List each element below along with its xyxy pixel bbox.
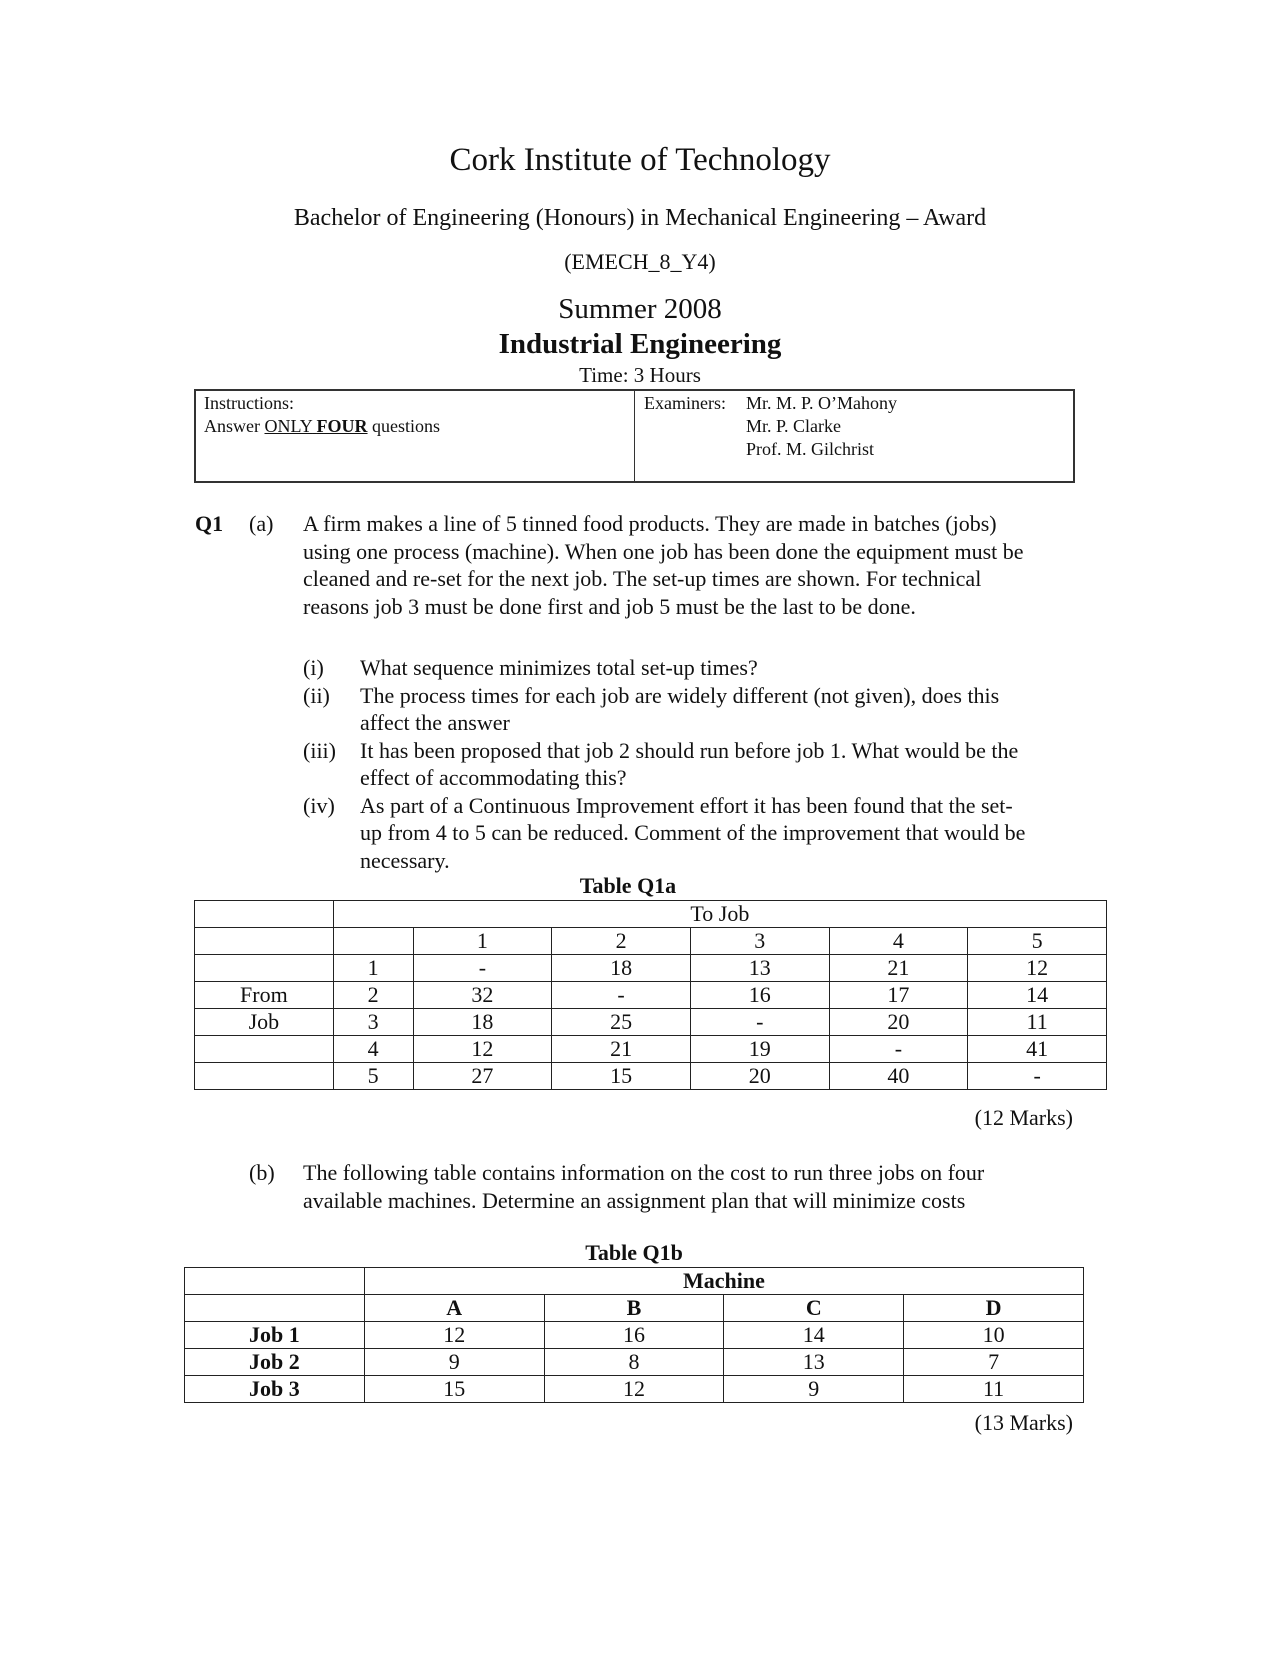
table-cell: 3 (333, 1009, 413, 1036)
course-code: (EMECH_8_Y4) (564, 249, 716, 274)
row-label (195, 955, 334, 982)
institution: Cork Institute of Technology (449, 142, 831, 178)
part-a-marks: (12 Marks) (974, 1105, 1073, 1130)
table-cell: 11 (904, 1376, 1084, 1403)
table-row (195, 1009, 1107, 1036)
table-cell: 16 (690, 982, 829, 1009)
table-cell: 4 (333, 1036, 413, 1063)
subject: Industrial Engineering (498, 328, 782, 360)
part-b-text: The following table contains information on the cost to run three jobs on four available machines. Determine an assignment plan that will minimize costs (303, 1160, 985, 1213)
table-cell: 15 (552, 1063, 691, 1090)
examiners-label: Examiners: (644, 393, 726, 413)
part-a-label: (a) (249, 511, 274, 536)
table-cell: - (968, 1063, 1107, 1090)
table-cell: - (690, 1009, 829, 1036)
table-cell: Job 2 (185, 1349, 365, 1376)
table-cell: 19 (690, 1036, 829, 1063)
row-label (195, 1036, 334, 1063)
table-cell: 16 (544, 1322, 724, 1349)
instructions-label: Instructions: (204, 393, 294, 413)
part-b-marks: (13 Marks) (974, 1410, 1073, 1435)
table-cell: 21 (552, 1036, 691, 1063)
table-cell: 10 (904, 1322, 1084, 1349)
table-cell: 14 (968, 982, 1107, 1009)
table-cell: 12 (968, 955, 1107, 982)
table-cell: 14 (724, 1322, 904, 1349)
table-cell: 15 (364, 1376, 544, 1403)
table-cell: 9 (364, 1349, 544, 1376)
table-cell: 7 (904, 1349, 1084, 1376)
examiner: Mr. P. Clarke (746, 416, 842, 436)
table-row (185, 1349, 1084, 1376)
table-row (195, 982, 1107, 1009)
table-cell: 11 (968, 1009, 1107, 1036)
table-cell: 12 (364, 1322, 544, 1349)
table-cell: 20 (829, 1009, 968, 1036)
table-cell: 12 (544, 1376, 724, 1403)
part-b-label: (b) (249, 1160, 275, 1185)
examiner: Mr. M. P. O’Mahony (746, 393, 898, 413)
part-a-text: A firm makes a line of 5 tinned food products. They are made in batches (jobs) using one process (machine). When one job has been done the equipment must be cleaned and re-set for the next job. The set-up times are shown. For technical reasons job 3 must be done first and job 5 must be the last to be done. (303, 511, 1024, 619)
session: Summer 2008 (558, 293, 722, 325)
table-row (185, 1376, 1084, 1403)
table-cell: - (829, 1036, 968, 1063)
table-cell: 2 (333, 982, 413, 1009)
table-cell: 9 (724, 1376, 904, 1403)
table-row (195, 1063, 1107, 1090)
row-label: From (195, 982, 334, 1009)
row-label (195, 1063, 334, 1090)
assignment-cost-table: Machine A B C D Job 1 12 16 14 10 Job 2 9 8 13 7 Job 3 15 12 9 11 (184, 1267, 1084, 1403)
table-cell: 27 (413, 1063, 552, 1090)
table-cell: 25 (552, 1009, 691, 1036)
table-cell: Job 1 (185, 1322, 365, 1349)
table-b-caption: Table Q1b (585, 1240, 683, 1265)
table-cell: - (413, 955, 552, 982)
table-row (195, 1036, 1107, 1063)
instructions-text: Answer ONLY FOUR questions (204, 416, 441, 436)
table-cell: 13 (690, 955, 829, 982)
table-cell: 40 (829, 1063, 968, 1090)
row-label: Job (195, 1009, 334, 1036)
table-cell: 17 (829, 982, 968, 1009)
table-cell: 41 (968, 1036, 1107, 1063)
table-cell: 13 (724, 1349, 904, 1376)
table-cell: 12 (413, 1036, 552, 1063)
table-a-caption: Table Q1a (579, 873, 677, 898)
table-cell: Job 3 (185, 1376, 365, 1403)
table-cell: 18 (413, 1009, 552, 1036)
table-cell: 5 (333, 1063, 413, 1090)
setup-times-table: To Job 1 2 3 4 5 1 - 18 13 21 12 From 2 32 - 16 17 14 Job 3 18 25 - 20 11 4 12 21 19 - 41 5 27 15 20 40 - (194, 900, 1107, 1090)
table-cell: - (552, 982, 691, 1009)
table-cell: 20 (690, 1063, 829, 1090)
examiner: Prof. M. Gilchrist (746, 439, 874, 459)
time: Time: 3 Hours (579, 363, 701, 387)
table-cell: 21 (829, 955, 968, 982)
table-cell: 8 (544, 1349, 724, 1376)
table-cell: 32 (413, 982, 552, 1009)
table-row (195, 955, 1107, 982)
table-row (185, 1322, 1084, 1349)
table-cell: 18 (552, 955, 691, 982)
question-label: Q1 (195, 511, 224, 536)
table-cell: 1 (333, 955, 413, 982)
programme: Bachelor of Engineering (Honours) in Mechanical Engineering – Award (293, 205, 987, 231)
instructions-box (194, 389, 1075, 483)
exam-page: Cork Institute of Technology Bachelor of Engineering (Honours) in Mechanical Engineering – Award (EMECH_8_Y4) Summer 2008 Industrial Engineering Time: 3 Hours Instructions: Answer ONLY FOUR questions Examiners: Mr. M. P. O’Mahony Mr. P. Clarke Prof. M. Gilchrist Q1 (a) A firm makes a line of 5 tinned food products. They are made in batches (jobs) using one process (machine). When one job has been done the equipment must be cleaned and re-set for the next job. The set-up times are shown. For technical reasons job 3 must be done first and job 5 must be the last to be done. (i) What sequence minimizes total set-up times? (ii) The process times for each job are widely different (not given), does this affect the answer (iii) It has been proposed that job 2 should run before job 1. What would be the effect of accommodating this? (iv) As part of a Continuous Improvement effort it has been found that the set- up from 4 to 5 can be reduced. Comment of the improvement that would be necessary. Table Q1a To Job 1 2 3 4 5 1 - 18 13 21 12 From 2 32 - 16 17 14 Job 3 18 25 - 20 11 4 12 21 19 - 41 5 27 15 20 40 - (12 Marks) (b) The following table contains information on the cost to run three jobs on four available machines. Determine an assignment plan that will minimize costs Table Q1b Machine A B C D Job 1 12 16 14 10 Job 2 9 8 13 7 Job 3 15 12 9 11 (13 Marks) (0, 0, 1280, 1656)
